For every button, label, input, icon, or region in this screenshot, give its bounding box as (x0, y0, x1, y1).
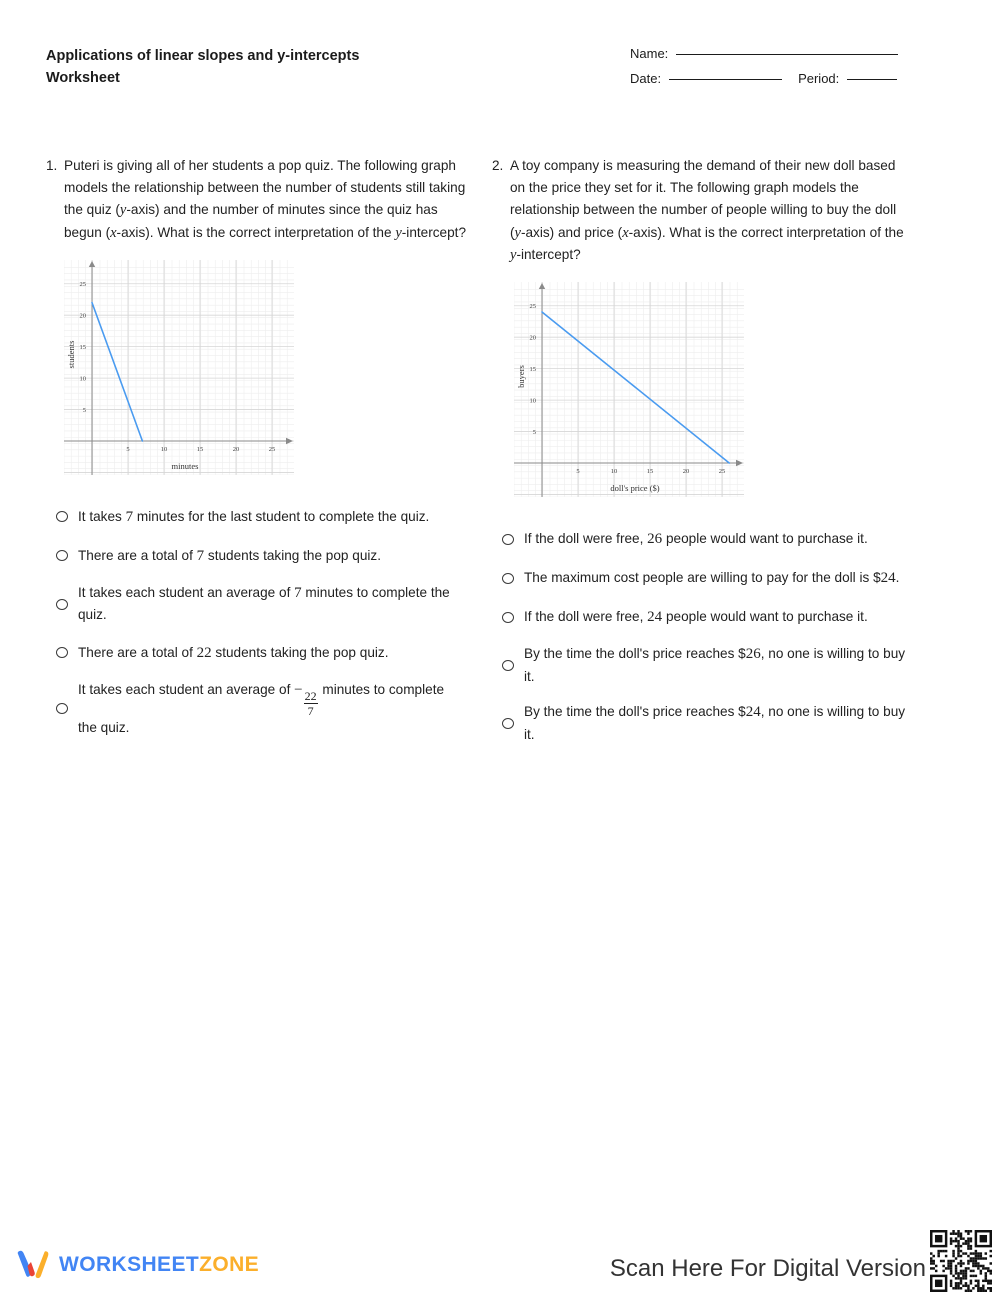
x-axis-tick-label: 20 (682, 468, 690, 476)
y-axis-tick-label: 15 (529, 366, 536, 374)
y-axis-tick-label: 20 (79, 312, 86, 320)
question-1-prompt (46, 155, 466, 244)
math-number: 7 (294, 584, 302, 601)
answer-option[interactable] (56, 504, 466, 530)
radio-button-icon[interactable] (502, 612, 514, 623)
x-axis-tick-label: 5 (126, 445, 130, 453)
question-1-options (56, 504, 466, 739)
name-label: Name: (630, 46, 669, 61)
math-number: 24 (880, 569, 896, 586)
logo-wordmark (59, 1253, 259, 1277)
radio-button-icon[interactable] (502, 660, 514, 671)
math-variable: x (622, 224, 629, 241)
answer-option-label: There are a total of 7 students taking the pop quiz. (78, 547, 381, 564)
radio-button-icon[interactable] (56, 703, 68, 714)
x-axis-tick-label: 25 (268, 445, 276, 453)
page-title-line-2: Worksheet (46, 70, 120, 86)
student-info-fields (630, 46, 898, 96)
scan-instruction-text: Scan Here For Digital Version (609, 1255, 926, 1282)
qr-code-graphic (930, 1230, 992, 1292)
x-axis-title: doll's price ($) (610, 483, 660, 494)
question-1-block (46, 155, 466, 752)
fraction-numerator: 22 (304, 688, 317, 703)
y-axis-tick-label: 5 (532, 428, 536, 436)
y-axis-title: buyers (516, 365, 526, 388)
y-axis-tick-label: 20 (529, 334, 536, 342)
question-2-prompt (492, 155, 912, 266)
radio-button-icon[interactable] (56, 550, 68, 561)
math-variable: y (514, 224, 521, 241)
radio-button-icon[interactable] (56, 511, 68, 522)
answer-option[interactable] (502, 565, 912, 591)
answer-option[interactable] (56, 582, 466, 627)
x-axis-tick-label: 15 (646, 468, 654, 476)
plotted-line (92, 302, 142, 440)
math-number: 7 (125, 508, 134, 525)
period-label: Period: (798, 71, 840, 86)
y-axis-tick-label: 5 (82, 406, 86, 414)
answer-option[interactable] (502, 526, 912, 552)
answer-option-label: By the time the doll's price reaches $24, no one is willing to buy it. (524, 704, 906, 742)
coordinate-plane (64, 260, 294, 475)
page-title (46, 45, 359, 89)
question-2-number: 2. (492, 158, 504, 173)
name-input-line[interactable] (676, 54, 898, 55)
worksheet-zone-logo[interactable] (14, 1248, 259, 1282)
math-variable: y (119, 202, 127, 219)
answer-option-label: It takes 7 minutes for the last student to complete the quiz. (78, 508, 430, 525)
logo-text-worksheet: WORKSHEET (59, 1253, 200, 1276)
answer-option[interactable] (502, 643, 912, 688)
math-variable: y (510, 246, 517, 263)
date-input-line[interactable] (669, 79, 782, 80)
answer-option[interactable] (56, 543, 466, 569)
date-label: Date: (630, 71, 662, 86)
x-axis-tick-label: 5 (576, 468, 580, 476)
answer-option[interactable] (56, 640, 466, 666)
math-number: 24 (745, 704, 761, 721)
x-axis-tick-label: 15 (196, 445, 204, 453)
x-axis-title: minutes (171, 460, 199, 471)
math-number: 26 (745, 646, 761, 663)
name-field-row (630, 46, 898, 71)
page-footer (0, 1222, 1000, 1294)
y-axis-tick-label: 25 (529, 303, 536, 311)
coordinate-plane (514, 282, 744, 497)
answer-option[interactable] (502, 604, 912, 630)
question-2-text: A toy company is measuring the demand of their new doll based on the price they set for it. The following graph models the relationship between the number of people willing to buy the doll (y-axis) and price (x-axis). What is the correct interpretation of the y-intercept? (510, 158, 904, 263)
radio-button-icon[interactable] (502, 718, 514, 729)
logo-text-zone: ZONE (199, 1253, 260, 1276)
qr-code[interactable] (930, 1230, 992, 1292)
logo-w-icon (14, 1248, 50, 1282)
page-header (0, 0, 1000, 120)
y-axis-tick-label: 25 (79, 280, 86, 288)
fraction-denominator: 7 (307, 703, 314, 718)
radio-button-icon[interactable] (502, 573, 514, 584)
math-number: 26 (647, 530, 663, 547)
question-2-options (502, 526, 912, 746)
answer-option-label: It takes each student an average of − $\frac{22}{7}$ minutes to complete the quiz. (78, 681, 445, 735)
period-input-line[interactable] (847, 79, 897, 80)
question-1-text: Puteri is giving all of her students a pop quiz. The following graph models the relationship between the number of students still taking the quiz (y-axis) and the number of minutes since the quiz has begun (x-axis). What is the correct interpretation of the y-intercept? (64, 158, 467, 241)
answer-option[interactable] (56, 679, 466, 739)
answer-option-label: The maximum cost people are willing to pay for the doll is $24. (524, 569, 900, 586)
math-number: 7 (196, 547, 205, 564)
answer-option-label: If the doll were free, 24 people would want to purchase it. (524, 608, 868, 625)
math-variable: x (110, 224, 117, 241)
y-axis-tick-label: 15 (79, 343, 86, 351)
question-2-block (492, 155, 912, 759)
page-title-line-1: Applications of linear slopes and y-intercepts (46, 48, 360, 64)
answer-option-label: There are a total of 22 students taking the pop quiz. (78, 644, 389, 661)
fraction (304, 690, 318, 717)
x-axis-tick-label: 10 (160, 445, 168, 453)
math-number: 24 (647, 608, 663, 625)
math-number: − (294, 681, 303, 698)
y-axis-title: students (66, 340, 76, 369)
x-axis-tick-label: 10 (610, 468, 618, 476)
radio-button-icon[interactable] (56, 599, 68, 610)
y-axis-tick-label: 10 (79, 375, 86, 383)
y-axis-tick-label: 10 (529, 397, 536, 405)
answer-option-label: It takes each student an average of 7 minutes to complete the quiz. (78, 584, 450, 623)
answer-option-label: If the doll were free, 26 people would want to purchase it. (524, 530, 868, 547)
x-axis-tick-label: 25 (718, 468, 726, 476)
radio-button-icon[interactable] (56, 647, 68, 658)
question-2-graph (514, 282, 912, 502)
x-axis-tick-label: 20 (232, 445, 240, 453)
date-period-field-row (630, 71, 898, 96)
answer-option-label: By the time the doll's price reaches $26, no one is willing to buy it. (524, 646, 906, 684)
math-number: 22 (196, 644, 212, 661)
question-1-graph (64, 260, 466, 480)
math-variable: y (395, 224, 402, 241)
answer-option[interactable] (502, 701, 912, 746)
question-1-number: 1. (46, 158, 58, 173)
radio-button-icon[interactable] (502, 534, 514, 545)
